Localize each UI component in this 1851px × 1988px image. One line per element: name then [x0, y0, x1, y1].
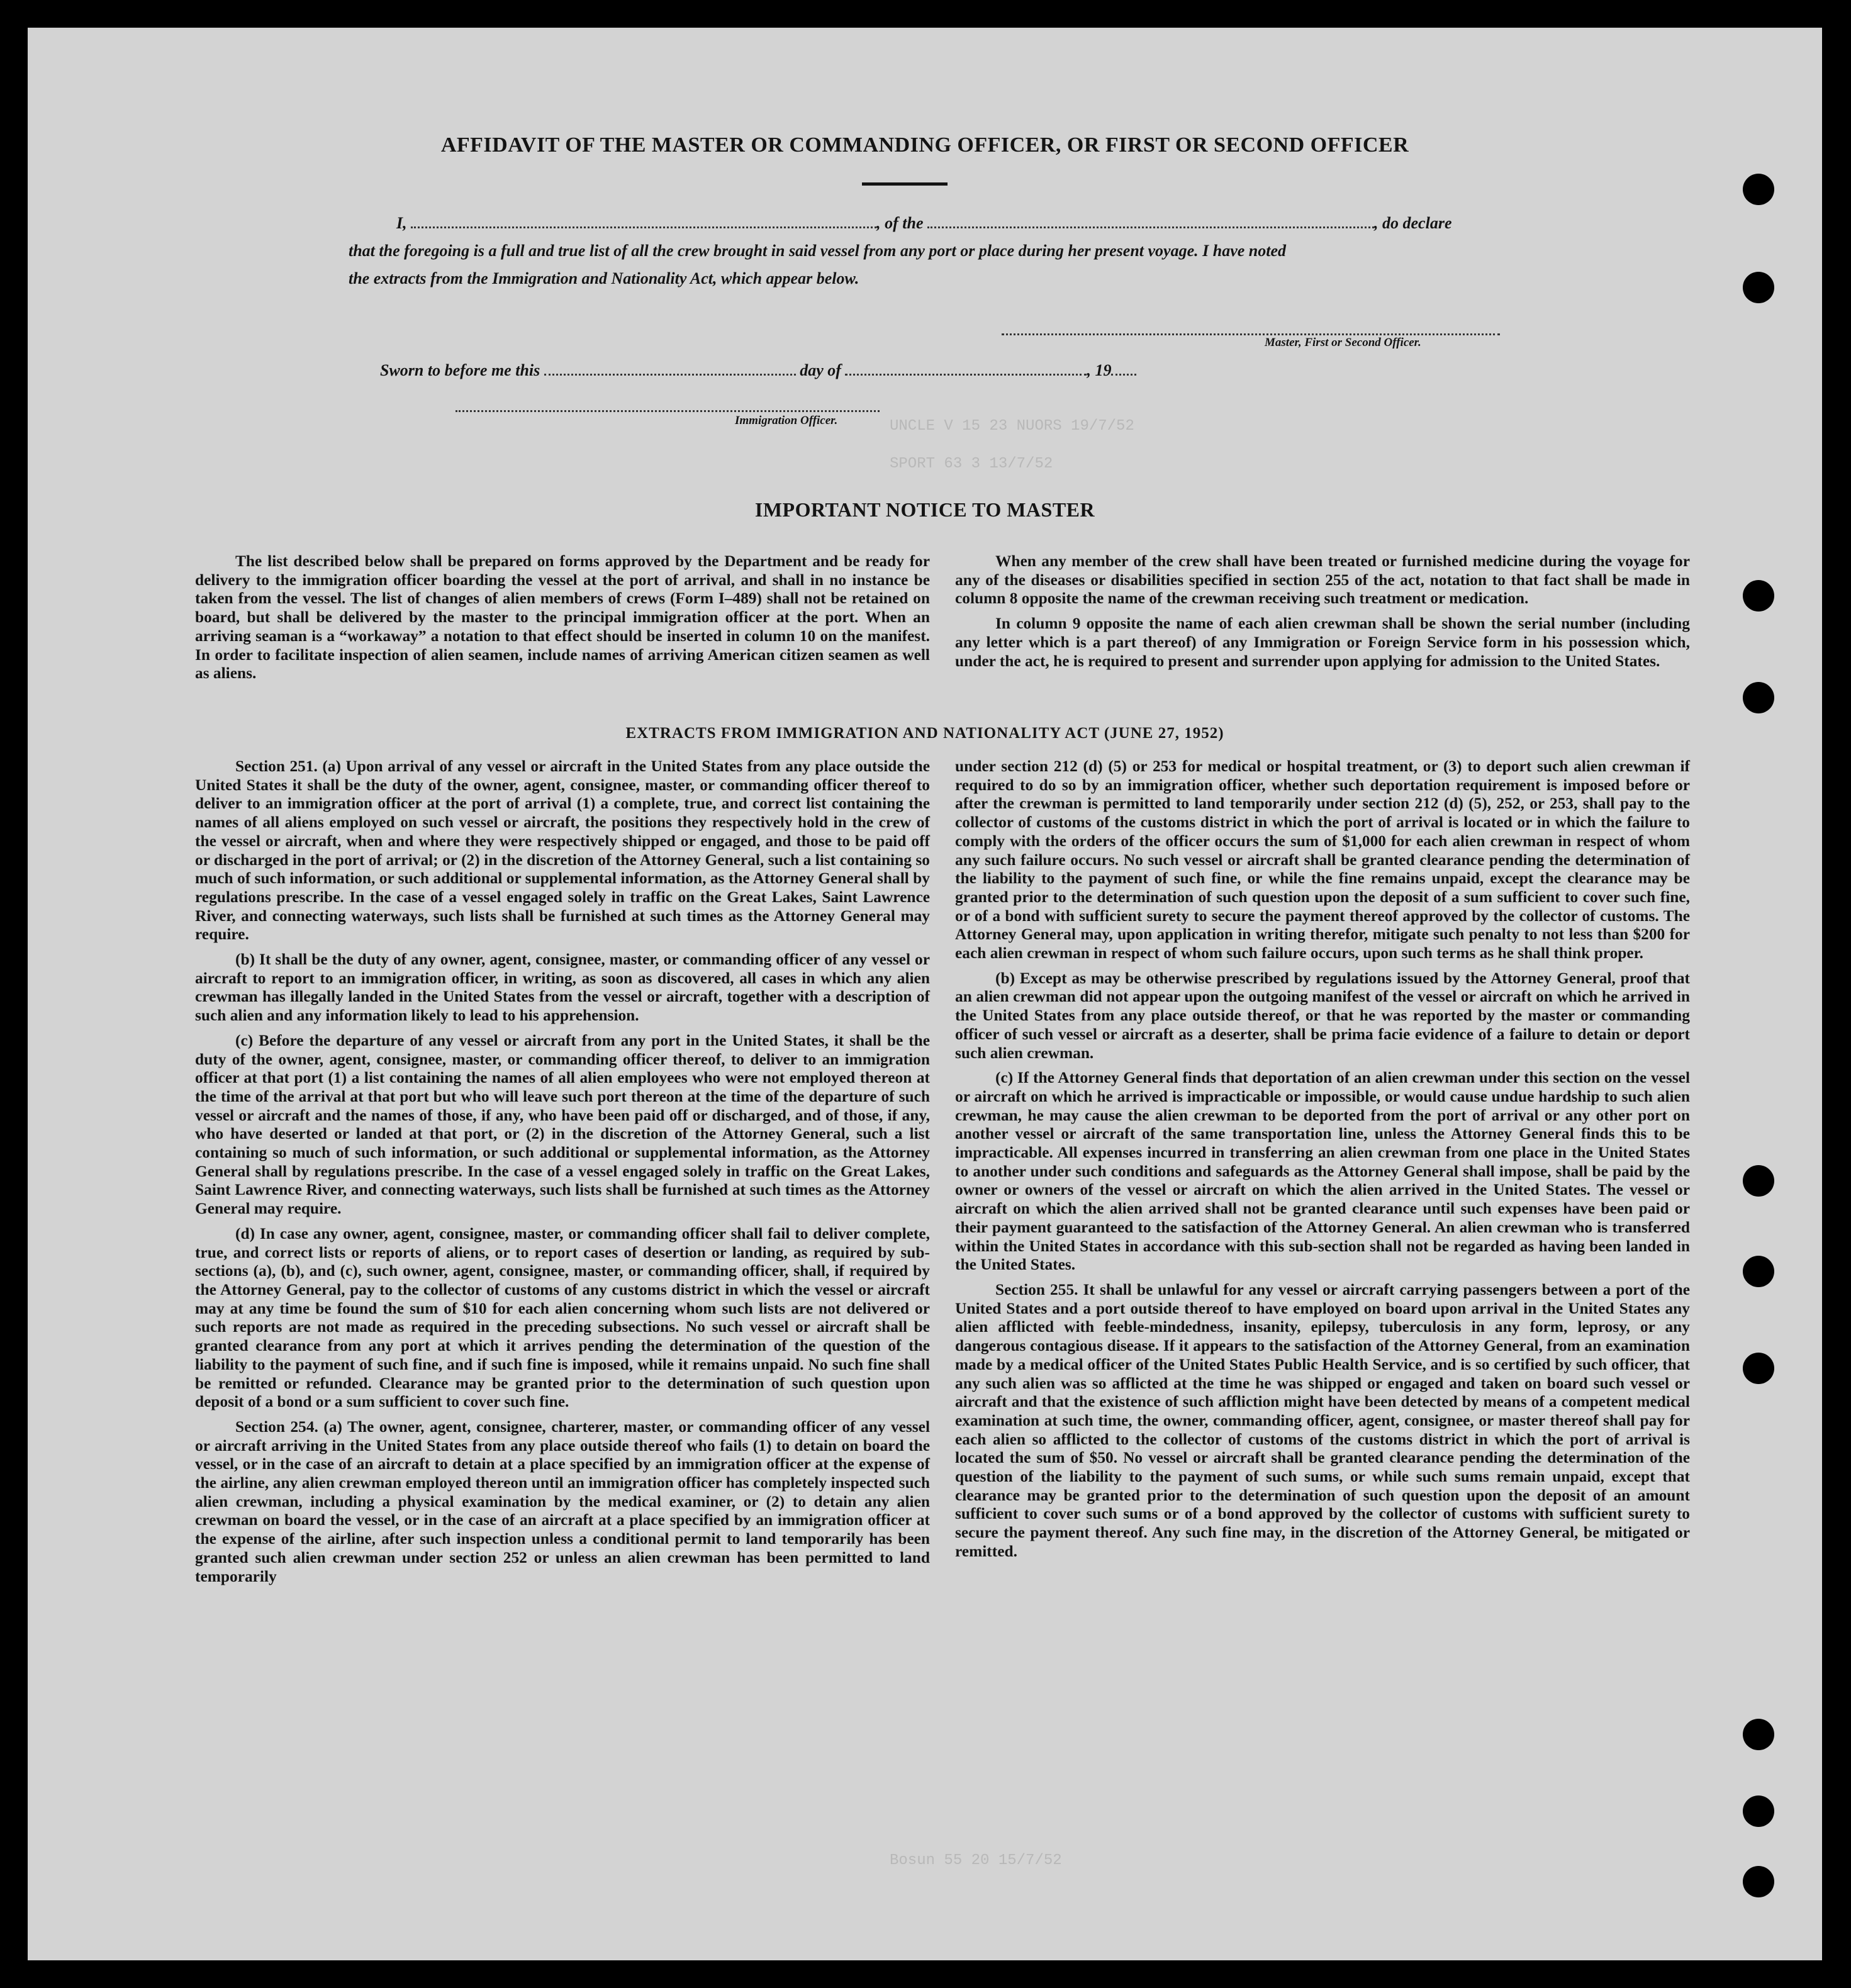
- binder-hole: [1743, 1719, 1774, 1750]
- day-of-label: day of: [800, 361, 841, 379]
- binder-hole: [1743, 580, 1774, 611]
- extracts-left-column: [195, 757, 930, 1592]
- officer-signature-line[interactable]: [456, 410, 880, 412]
- document-page: [28, 28, 1822, 1960]
- section-paragraph: (b) It shall be the duty of any owner, agent, consignee, master, or commanding officer of any vessel or aircraft to report to an immigration officer, in writing, as soon as discovered, all cases in which any alien crewman has illegally landed in the United States from the vessel or aircraft, together with a description of such alien and any information likely to lead to his apprehension.: [195, 951, 930, 1025]
- master-signature-label: Master, First or Second Officer.: [1265, 336, 1421, 349]
- declaration-i: I,: [396, 214, 407, 232]
- affidavit-title: AFFIDAVIT OF THE MASTER OR COMMANDING OFFICER, OR FIRST OR SECOND OFFICER: [440, 133, 1409, 157]
- bleed-through-row: UNCLE V 15 23 NUORS 19/7/52: [890, 418, 1134, 435]
- notice-paragraph: The list described below shall be prepared on forms approved by the Department and be ready for delivery to the immigration officer boarding the vessel at the port of arrival, and shall in no instance be taken from the vessel. The list of changes of alien members of crews (Form I–489) shall not be retained on board, but shall be delivered by the master to the principal immigration officer at the port. When an arriving seaman is a “workaway” a notation to that effect should be inserted in column 10 on the manifest. In order to facilitate inspection of alien seamen, include names of arriving American citizen seamen as well as aliens.: [195, 552, 930, 683]
- section-paragraph: (c) Before the departure of any vessel or aircraft from any port in the United States, it shall be the duty of the owner, agent, consignee, master, or commanding officer thereof, to deliver to an immigration officer at that port (1) a list containing the names of all alien employees who were not employed thereon at the time of the arrival at that port but who will leave such port thereon at the time of the departure of such vessel or aircraft and the names of those, if any, who have been paid off or discharged, and of those, if any, who have deserted or landed at that port, or (2) in the discretion of the Attorney General, such a list containing so much of such information, or such additional or supplemental information, as the Attorney General shall by regulations prescribe. In the case of a vessel engaged solely in traffic on the Great Lakes, Saint Lawrence River, and connecting waterways, such lists shall be furnished at such times as the Attorney General may require.: [195, 1031, 930, 1218]
- binder-hole: [1743, 1353, 1774, 1384]
- sworn-month-field[interactable]: [845, 361, 1087, 376]
- extracts-right-column: [955, 757, 1690, 1568]
- extracts-title: EXTRACTS FROM IMMIGRATION AND NATIONALITY ACT (JUNE 27, 1952): [625, 725, 1224, 742]
- sworn-year-field[interactable]: [1111, 361, 1136, 376]
- declaration-of-the: , of the: [876, 214, 924, 232]
- binder-hole: [1743, 682, 1774, 713]
- section-paragraph: Section 255. It shall be unlawful for any vessel or aircraft carrying passengers between a port of the United States and a port outside thereof to have employed on board upon arrival in the United States any alien afflicted with feeble-mindedness, insanity, epilepsy, tuberculosis in any form, leprosy, or any dangerous contagious disease. If it appears to the satisfaction of the Attorney General, from an examination made by a medical officer of the United States Public Health Service, and is so certified by such officer, that any such alien was so afflicted at the time he was shipped or engaged and taken on board such vessel or aircraft and that the existence of such affliction might have been detected by means of a competent medical examination at such time, the owner, commanding officer, agent, consignee, or master thereof shall pay for each alien so afflicted to the collector of customs of the customs district in which the port of arrival is located the sum of $50. No vessel or aircraft shall be granted clearance pending the determination of the question of the liability to the payment of such sums, or while such sums remain unpaid, except that clearance may be granted prior to the determination of such question upon the deposit of an amount sufficient to cover such sums or of a bond approved by the collector of customs with sufficient surety to secure the payment thereof. Any such fine may, in the discretion of the Attorney General, be mitigated or remitted.: [955, 1280, 1690, 1560]
- notice-left-column: [195, 552, 930, 690]
- sworn-day-field[interactable]: [544, 361, 796, 376]
- binder-hole: [1743, 1165, 1774, 1197]
- section-paragraph: Section 251. (a) Upon arrival of any vessel or aircraft in the United States from any place outside the United States it shall be the duty of the owner, agent, consignee, master, or commanding officer thereof to deliver to an immigration officer at the port of arrival (1) a complete, true, and correct list containing the names of all aliens employed on such vessel or aircraft, the positions they respectively hold in the crew of the vessel or aircraft, when and where they were respectively shipped or engaged, and those to be paid off or discharged in the port of arrival; or (2) in the discretion of the Attorney General, such a list containing so much of such information, or such additional or supplemental information, as the Attorney General shall by regulations prescribe. In the case of a vessel engaged solely in traffic on the Great Lakes, Saint Lawrence River, and connecting waterways, such lists shall be furnished at such times as the Attorney General may require.: [195, 757, 930, 944]
- notice-right-column: [955, 552, 1690, 677]
- year-label: , 19: [1087, 361, 1112, 379]
- title-rule: [862, 182, 948, 186]
- name-field[interactable]: [411, 214, 876, 228]
- sworn-line: [380, 361, 1136, 380]
- officer-signature-label: Immigration Officer.: [735, 414, 838, 427]
- sworn-label: Sworn to before me this: [380, 361, 540, 379]
- declaration-text-line-2: that the foregoing is a full and true list of all the crew brought in said vessel from any port or place during her present voyage. I have noted: [349, 242, 1287, 260]
- declaration-line: [396, 214, 1451, 233]
- section-paragraph: (c) If the Attorney General finds that deportation of an alien crewman under this section on the vessel or aircraft on which he arrived is impracticable or impossible, or would cause undue hardship to such alien crewman, he may cause the alien crewman to be deported from the port of arrival or any other port on another vessel or aircraft of the same transportation line, unless the Attorney General finds this to be impracticable. All expenses incurred in transferring an alien crewman from one place in the United States to another under such conditions and safeguards as the Attorney General shall impose, shall be paid by the owner or owners of the vessel or aircraft on which the alien arrived in the United States. The vessel or aircraft on which the alien arrived shall not be granted clearance until such expenses have been paid or their payment guaranteed to the satisfaction of the Attorney General. An alien crewman who is transferred within the United States in accordance with this sub-section shall not be regarded as having been landed in the United States.: [955, 1069, 1690, 1274]
- notice-paragraph: In column 9 opposite the name of each alien crewman shall be shown the serial number (including any letter which is a part thereof) of any Immigration or Foreign Service form in his possession which, under the act, he is required to present and surrender upon applying for admission to the United States.: [955, 615, 1690, 670]
- binder-hole: [1743, 174, 1774, 205]
- binder-hole: [1743, 272, 1774, 303]
- section-paragraph: (b) Except as may be otherwise prescribed by regulations issued by the Attorney General, proof that an alien crewman did not appear upon the outgoing manifest of the vessel or aircraft on which he arrived in the United States from any place outside thereof, or that he was reported by the master or commanding officer of such vessel or aircraft as a deserter, shall be prima facie evidence of a failure to detain or deport such alien crewman.: [955, 969, 1690, 1062]
- bleed-through-row: Bosun 55 20 15/7/52: [890, 1852, 1062, 1869]
- vessel-field[interactable]: [927, 214, 1374, 228]
- binder-hole: [1743, 1795, 1774, 1827]
- declaration-do-declare: , do declare: [1374, 214, 1452, 232]
- section-paragraph: under section 212 (d) (5) or 253 for medical or hospital treatment, or (3) to deport such alien crewman if required to do so by an immigration officer, whether such deportation requirement is imposed before or after the crewman is permitted to land temporarily under section 212 (d) (5), 252, or 253, shall pay to the collector of customs of the customs district in which the port of arrival is located or in which the failure to comply with the orders of the officer occurs the sum of $1,000 for each alien crewman in respect of whom any such failure occurs. No such vessel or aircraft shall be granted clearance pending the determination of the liability to the payment of such fine, or while the fine remains unpaid, except the clearance may be granted prior to the determination of such question upon the deposit of a sum sufficient to cover such fine, or of a bond with sufficient surety to secure the payment thereof approved by the collector of customs. The Attorney General may, upon application in writing therefor, mitigate such penalty to not less than $200 for each alien crewman in respect of whom such failure occurs, upon such terms as he shall think proper.: [955, 757, 1690, 963]
- declaration-text-line-3: the extracts from the Immigration and Nationality Act, which appear below.: [349, 269, 859, 288]
- section-paragraph: Section 254. (a) The owner, agent, consignee, charterer, master, or commanding officer of any vessel or aircraft arriving in the United States from any place outside thereof who fails (1) to detain on board the vessel, or in the case of an aircraft to detain at a place specified by an immigration officer at the expense of the airline, any alien crewman employed thereon until an immigration officer has completely inspected such alien crewman, including a physical examination by the medical examiner, or (2) to detain any alien crewman on board the vessel, or in the case of an aircraft at a place specified by an immigration officer at the expense of the airline, after such inspection unless a conditional permit to land temporarily has been granted such alien crewman under section 252 or unless an alien crewman has been permitted to land temporarily: [195, 1417, 930, 1585]
- binder-hole: [1743, 1866, 1774, 1897]
- notice-paragraph: When any member of the crew shall have been treated or furnished medicine during the voyage for any of the diseases or disabilities specified in section 255 of the act, notation to that fact shall be made in column 8 opposite the name of the crewman receiving such treatment or medication.: [955, 552, 1690, 608]
- section-paragraph: (d) In case any owner, agent, consignee, master, or commanding officer shall fail to deliver complete, true, and correct lists or reports of aliens, or to report cases of desertion or landing, as required by sub-sections (a), (b), and (c), such owner, agent, consignee, master, or commanding officer, shall, if required by the Attorney General, pay to the collector of customs of any customs district in which the vessel or aircraft may at any time be found the sum of $10 for each alien concerning whom such lists are not delivered or such reports are not made as required in the preceding subsections. No such vessel or aircraft shall be granted clearance from any port at which it arrives pending the determination of the question of the liability to the payment of such fine, and if such fine is imposed, while it remains unpaid. No such fine shall be remitted or refunded. Clearance may be granted prior to the determination of such question upon deposit of a bond or a sum sufficient to cover such fine.: [195, 1224, 930, 1411]
- binder-hole: [1743, 1256, 1774, 1287]
- notice-title: IMPORTANT NOTICE TO MASTER: [754, 498, 1095, 521]
- bleed-through-row: SPORT 63 3 13/7/52: [890, 455, 1053, 472]
- master-signature-line[interactable]: [1002, 333, 1500, 335]
